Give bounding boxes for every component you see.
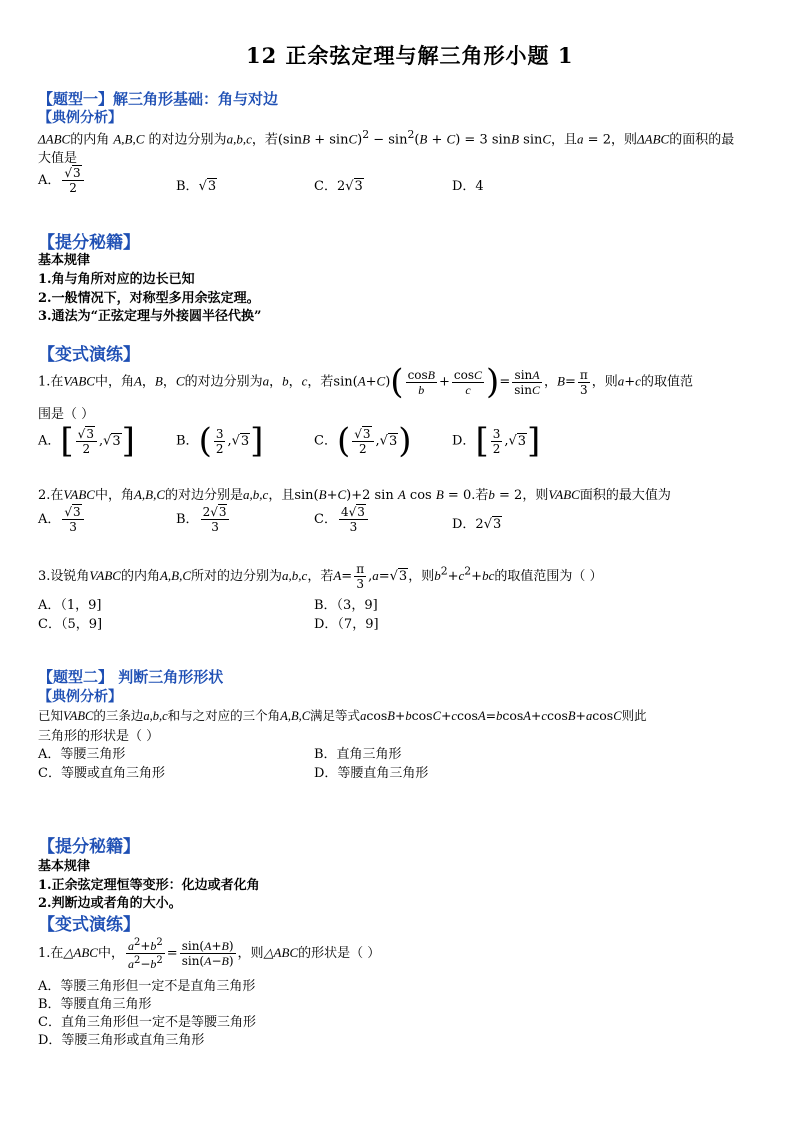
option-b: B．等腰直角三角形	[38, 997, 152, 1012]
tips-sub-1: 基本规律	[38, 253, 91, 268]
option-d: D．[ $\frac{3}{2}$ ,√3]	[452, 421, 541, 461]
option-d: D．等腰三角形或直角三角形	[38, 1033, 205, 1048]
option-b: B． $\frac{2√3}{3}$	[176, 505, 231, 534]
tips-line: 1.正余弦定理恒等变形：化边或者化角	[38, 878, 260, 893]
practice-question-2: 2.在VABC中，角A,B,C的对边分别是a,b,c，且sin(B+C)+2 sin A cos B = 0.若b = 2，则VABC面积的最大值为	[38, 487, 671, 503]
practice2-question-1: 1.在△ABC中， $\frac{a^2+b^2}{a^2-b^2}$ = $\frac{\sin(A+B)}{\sin(A-B)}$ ，则△ABC的形状是（ ）	[38, 937, 381, 971]
tips-line: 1.角与角所对应的边长已知	[38, 272, 195, 287]
practice-heading-2: 【变式演练】	[38, 915, 140, 935]
example-problem-2: 已知VABC的三条边a,b,c和与之对应的三个角A,B,C满足等式acosB+bcosC+ccosA=bcosA+ccosB+acosC则此	[38, 708, 647, 723]
section-heading-2: 【题型二】 判断三角形形状	[38, 668, 224, 686]
tips-line: 2.判断边或者角的大小。	[38, 896, 182, 911]
tips-sub-2: 基本规律	[38, 859, 91, 874]
tips-heading-2: 【提分秘籍】	[38, 837, 140, 857]
practice-question-1-cont: 围是（ ）	[38, 407, 95, 422]
option-b: B．( $\frac{3}{2}$ ,√3]	[176, 421, 264, 461]
section-heading-1: 【题型一】解三角形基础：角与对边	[38, 90, 279, 108]
practice-heading-1: 【变式演练】	[38, 345, 140, 365]
option-a: A．等腰三角形	[38, 747, 126, 762]
option-d: D．等腰直角三角形	[314, 766, 429, 781]
option-a: A．（1，9]	[38, 598, 102, 613]
option-c: C．（5，9]	[38, 617, 103, 632]
option-c: C．( $\frac{√3}{2}$ ,√3)	[314, 421, 412, 461]
tips-line: 3.通法为“正弦定理与外接圆半径代换”	[38, 309, 262, 324]
practice-question-1: 1.在VABC中，角A，B，C的对边分别为a，b，c，若sin(A+C)( $\frac{\cos B}{b}$ + $\frac{\cos C}{c}$ )= $\frac{\sin A}{\sin C}$ ，B= $\frac{\pi}{3}$ ，则a+c的取值范	[38, 362, 693, 402]
option-b: B．（3，9]	[314, 598, 378, 613]
option-d: D．4	[452, 179, 484, 194]
option-b: B．√3	[176, 179, 217, 194]
tips-heading-1: 【提分秘籍】	[38, 233, 140, 253]
option-c: C． $\frac{4√3}{3}$	[314, 505, 370, 534]
option-c: C．2√3	[314, 179, 363, 194]
option-d: D．（7，9]	[314, 617, 379, 632]
example-label-2: 【典例分析】	[38, 689, 122, 705]
option-b: B．直角三角形	[314, 747, 402, 762]
option-a: A．等腰三角形但一定不是直角三角形	[38, 979, 256, 994]
practice-question-3: 3.设锐角VABC的内角A,B,C所对的边分别为a,b,c，若A= $\frac{\pi}{3}$ ,a=√3，则$b^2+c^2+bc$的取值范围为（ ）	[38, 562, 603, 591]
page-title: 12 正余弦定理与解三角形小题 1	[246, 43, 574, 68]
tips-line: 2.一般情况下，对称型多用余弦定理。	[38, 291, 260, 306]
option-a: A．[ $\frac{√3}{2}$ ,√3]	[38, 421, 135, 461]
example-problem-1: ΔABC的内角 A,B,C 的对边分别为a,b,c，若$(\sin B + \sin C)^2 - \sin^2(B + C) = 3$ sinB sinC，且a = 2，则ΔABC的面积的最	[38, 128, 735, 148]
option-c: C．直角三角形但一定不是等腰三角形	[38, 1015, 256, 1030]
option-a: A． $\frac{√3}{3}$	[38, 505, 86, 534]
example-problem-1-cont: 大值是	[38, 151, 78, 166]
option-d: D．2√3	[452, 517, 502, 532]
example-label-1: 【典例分析】	[38, 110, 122, 126]
example-problem-2-cont: 三角形的形状是（ ）	[38, 729, 160, 744]
option-a: A． $\frac{√3}{2}$	[38, 166, 86, 195]
option-c: C．等腰或直角三角形	[38, 766, 165, 781]
